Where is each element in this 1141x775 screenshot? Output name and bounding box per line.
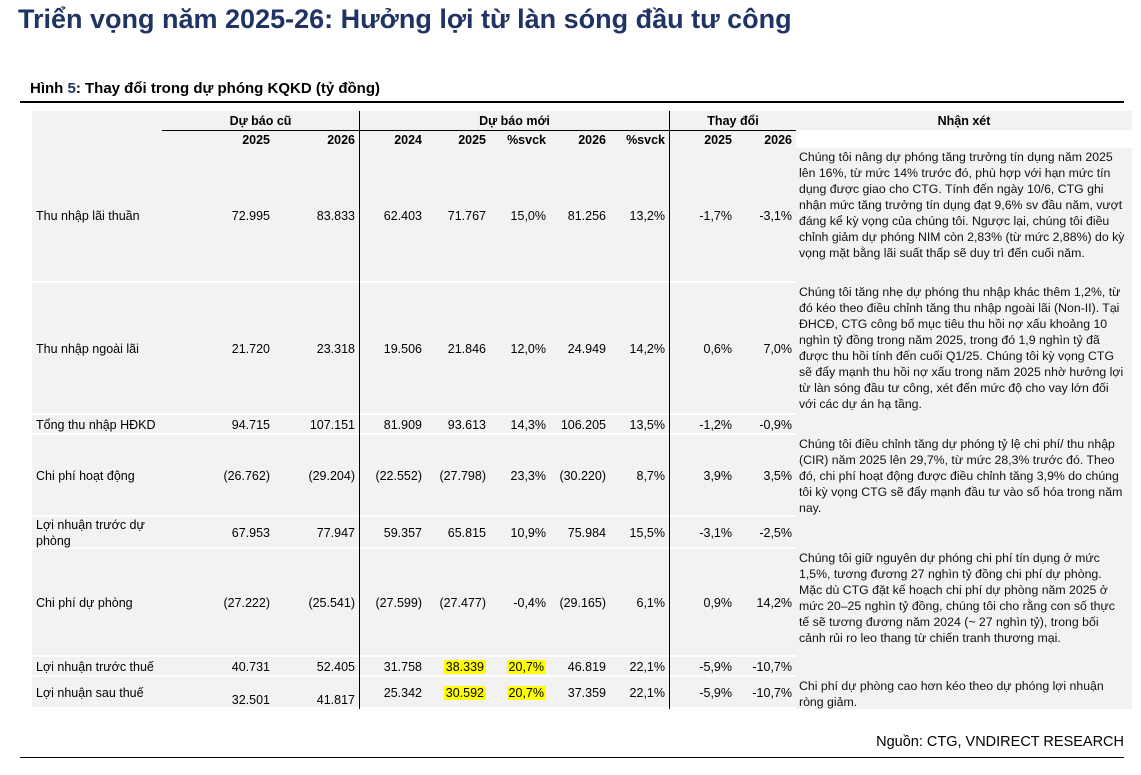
table-cell: (22.552) bbox=[360, 435, 426, 517]
figure-number: 5 bbox=[67, 80, 76, 97]
table-cell: 52.405 bbox=[274, 657, 360, 677]
row-label: Chi phí hoạt động bbox=[32, 435, 162, 517]
table-cell: -2,5% bbox=[736, 517, 796, 549]
table-cell: 37.359 bbox=[550, 677, 610, 709]
table-cell: 14,3% bbox=[490, 415, 550, 435]
table-cell: 6,1% bbox=[610, 549, 670, 657]
table-cell: (27.599) bbox=[360, 549, 426, 657]
table-cell: 22,1% bbox=[610, 657, 670, 677]
table-cell: -3,1% bbox=[736, 148, 796, 283]
table-cell: 81.909 bbox=[360, 415, 426, 435]
table-cell: 13,2% bbox=[610, 148, 670, 283]
table-cell: (26.762) bbox=[162, 435, 274, 517]
row-label: Lợi nhuận trước dự phòng bbox=[32, 517, 162, 549]
table-cell: 31.758 bbox=[360, 657, 426, 677]
subheader-cell: 2025 bbox=[162, 130, 274, 148]
table-cell: 83.833 bbox=[274, 148, 360, 283]
table-cell: -3,1% bbox=[670, 517, 736, 549]
table-cell: 15,0% bbox=[490, 148, 550, 283]
table-cell: -0,4% bbox=[490, 549, 550, 657]
table-cell: 21.720 bbox=[162, 283, 274, 415]
forecast-table bbox=[32, 111, 1125, 709]
table-cell bbox=[426, 657, 490, 677]
table-cell: -10,7% bbox=[736, 657, 796, 677]
table-cell: 62.403 bbox=[360, 148, 426, 283]
table-cell: (25.541) bbox=[274, 549, 360, 657]
table-cell: 12,0% bbox=[490, 283, 550, 415]
table-cell: 3,9% bbox=[670, 435, 736, 517]
table-cell: -5,9% bbox=[670, 657, 736, 677]
table-cell: 46.819 bbox=[550, 657, 610, 677]
table-cell: (29.165) bbox=[550, 549, 610, 657]
table-cell: 22,1% bbox=[610, 677, 670, 709]
table-cell: 7,0% bbox=[736, 283, 796, 415]
highlighted-value: 30.592 bbox=[445, 686, 484, 700]
group-header-remark: Nhận xét bbox=[796, 111, 1132, 130]
table-cell: 23.318 bbox=[274, 283, 360, 415]
table-cell: 14,2% bbox=[736, 549, 796, 657]
row-remark: Chúng tôi nâng dự phóng tăng trưởng tín dụng năm 2025 lên 16%, từ mức 14% trước đó, phù hợp với hạn mức tín dụng được giao cho CTG. Tính đến ngày 10/6, CTG ghi nhận mức tăng trưởng tín dụng đạt 9,6% sv đầu năm, vượt đáng kể kỳ vọng của chúng tôi. Ngược lại, chúng tôi điều chỉnh giảm dự phóng NIM còn 2,83% (từ mức 2,88%) do kỳ vọng mặt bằng lãi suất thấp sẽ duy trì đến cuối năm. bbox=[796, 148, 1132, 283]
row-remark: Chúng tôi điều chỉnh tăng dự phóng tỷ lệ chi phí/ thu nhập (CIR) năm 2025 lên 29,7%, từ mức 28,3% trước đó. Theo đó, chi phí hoạt động được điều chỉnh tăng 3,9% do chúng tôi kỳ vọng CTG sẽ đẩy mạnh đầu tư vào số hóa trong năm nay. bbox=[796, 435, 1132, 517]
table-cell: 23,3% bbox=[490, 435, 550, 517]
figure-caption bbox=[30, 80, 380, 97]
row-remark bbox=[796, 415, 1132, 435]
table-cell: 71.767 bbox=[426, 148, 490, 283]
table-cell: 81.256 bbox=[550, 148, 610, 283]
table-cell: 94.715 bbox=[162, 415, 274, 435]
row-remark: Chúng tôi tăng nhẹ dự phóng thu nhập khác thêm 1,2%, từ đó kéo theo điều chỉnh tăng thu nhập ngoài lãi (Non-II). Tại ĐHCĐ, CTG công bố mục tiêu thu hồi nợ xấu khoảng 10 nghìn tỷ đồng trong năm 2025, trong đó 1,9 nghìn tỷ đã được thu hồi tính đến cuối Q1/25. Chúng tôi kỳ vọng CTG sẽ đẩy mạnh thu hồi nợ xấu trong năm 2025 nhờ hưởng lợi từ làn sóng đầu tư công, xét đến mức độ cho vay lớn đối với các dự án hạ tầng. bbox=[796, 283, 1132, 415]
table-cell: 21.846 bbox=[426, 283, 490, 415]
table-cell: 72.995 bbox=[162, 148, 274, 283]
subheader-cell: 2026 bbox=[736, 130, 796, 148]
highlighted-value: 20,7% bbox=[508, 660, 544, 674]
table-cell: 8,7% bbox=[610, 435, 670, 517]
group-header-change: Thay đổi bbox=[670, 111, 796, 130]
row-remark: Chi phí dự phòng cao hơn kéo theo dự phóng lợi nhuận ròng giảm. bbox=[796, 677, 1132, 709]
bottom-divider bbox=[20, 757, 1124, 758]
table-cell: 0,9% bbox=[670, 549, 736, 657]
table-cell: (30.220) bbox=[550, 435, 610, 517]
table-cell: 41.817 bbox=[274, 677, 360, 709]
subheader-cell: 2025 bbox=[426, 130, 490, 148]
table-cell: 107.151 bbox=[274, 415, 360, 435]
table-cell: 25.342 bbox=[360, 677, 426, 709]
table-cell: -5,9% bbox=[670, 677, 736, 709]
group-header-new: Dự báo mới bbox=[360, 111, 670, 130]
row-label: Tổng thu nhập HĐKD bbox=[32, 415, 162, 435]
table-cell: 32.501 bbox=[162, 677, 274, 709]
table-cell: 15,5% bbox=[610, 517, 670, 549]
table-cell: 14,2% bbox=[610, 283, 670, 415]
table-cell: (29.204) bbox=[274, 435, 360, 517]
subheader-cell: %svck bbox=[490, 130, 550, 148]
table-cell: 106.205 bbox=[550, 415, 610, 435]
subheader-cell: 2024 bbox=[360, 130, 426, 148]
row-label: Thu nhập ngoài lãi bbox=[32, 283, 162, 415]
row-label: Thu nhập lãi thuần bbox=[32, 148, 162, 283]
table-cell: 19.506 bbox=[360, 283, 426, 415]
table-cell: 13,5% bbox=[610, 415, 670, 435]
table-cell: (27.798) bbox=[426, 435, 490, 517]
table-cell: 10,9% bbox=[490, 517, 550, 549]
table-cell: 3,5% bbox=[736, 435, 796, 517]
subheader-cell: 2025 bbox=[670, 130, 736, 148]
group-header-old: Dự báo cũ bbox=[162, 111, 360, 130]
figure-prefix: Hình bbox=[30, 80, 64, 97]
table-cell: 24.949 bbox=[550, 283, 610, 415]
row-label: Lợi nhuận trước thuế bbox=[32, 657, 162, 677]
source-note: Nguồn: CTG, VNDIRECT RESEARCH bbox=[876, 734, 1124, 750]
table-cell: -10,7% bbox=[736, 677, 796, 709]
highlighted-value: 20,7% bbox=[508, 686, 544, 700]
table-cell bbox=[490, 657, 550, 677]
table-cell: 0,6% bbox=[670, 283, 736, 415]
row-remark: Chúng tôi giữ nguyên dự phóng chi phí tín dụng ở mức 1,5%, tương đương 27 nghìn tỷ đồng chi phí dự phòng. Mặc dù CTG đặt kế hoạch chi phí dự phòng năm 2025 ở mức 20–25 nghìn tỷ đồng, chúng tôi cho rằng con số thực tế sẽ tương đương năm 2024 (~ 27 nghìn tỷ), trong bối cảnh rủi ro leo thang từ chiến tranh thương mại. bbox=[796, 549, 1132, 657]
table-cell: 75.984 bbox=[550, 517, 610, 549]
subheader-cell: 2026 bbox=[550, 130, 610, 148]
row-label: Chi phí dự phòng bbox=[32, 549, 162, 657]
table-cell: -1,2% bbox=[670, 415, 736, 435]
table-cell: (27.477) bbox=[426, 549, 490, 657]
table-cell: 65.815 bbox=[426, 517, 490, 549]
table-cell bbox=[426, 677, 490, 709]
table-cell: (27.222) bbox=[162, 549, 274, 657]
row-remark bbox=[796, 657, 1132, 677]
table-cell: 59.357 bbox=[360, 517, 426, 549]
table-cell: 93.613 bbox=[426, 415, 490, 435]
page-title: Triển vọng năm 2025-26: Hưởng lợi từ làn sóng đầu tư công bbox=[18, 4, 792, 34]
table-cell bbox=[490, 677, 550, 709]
table-cell: 40.731 bbox=[162, 657, 274, 677]
row-remark bbox=[796, 517, 1132, 549]
table-cell: -1,7% bbox=[670, 148, 736, 283]
top-divider bbox=[20, 101, 1124, 103]
subheader-cell: 2026 bbox=[274, 130, 360, 148]
table-cell: 77.947 bbox=[274, 517, 360, 549]
header-blank bbox=[32, 111, 162, 130]
row-label: Lợi nhuận sau thuế bbox=[32, 677, 162, 709]
table-cell: -0,9% bbox=[736, 415, 796, 435]
subheader-blank bbox=[32, 130, 162, 148]
table-cell: 67.953 bbox=[162, 517, 274, 549]
figure-caption-text: : Thay đổi trong dự phóng KQKD (tỷ đồng) bbox=[75, 80, 380, 97]
highlighted-value: 38.339 bbox=[445, 660, 484, 674]
subheader-cell: %svck bbox=[610, 130, 670, 148]
